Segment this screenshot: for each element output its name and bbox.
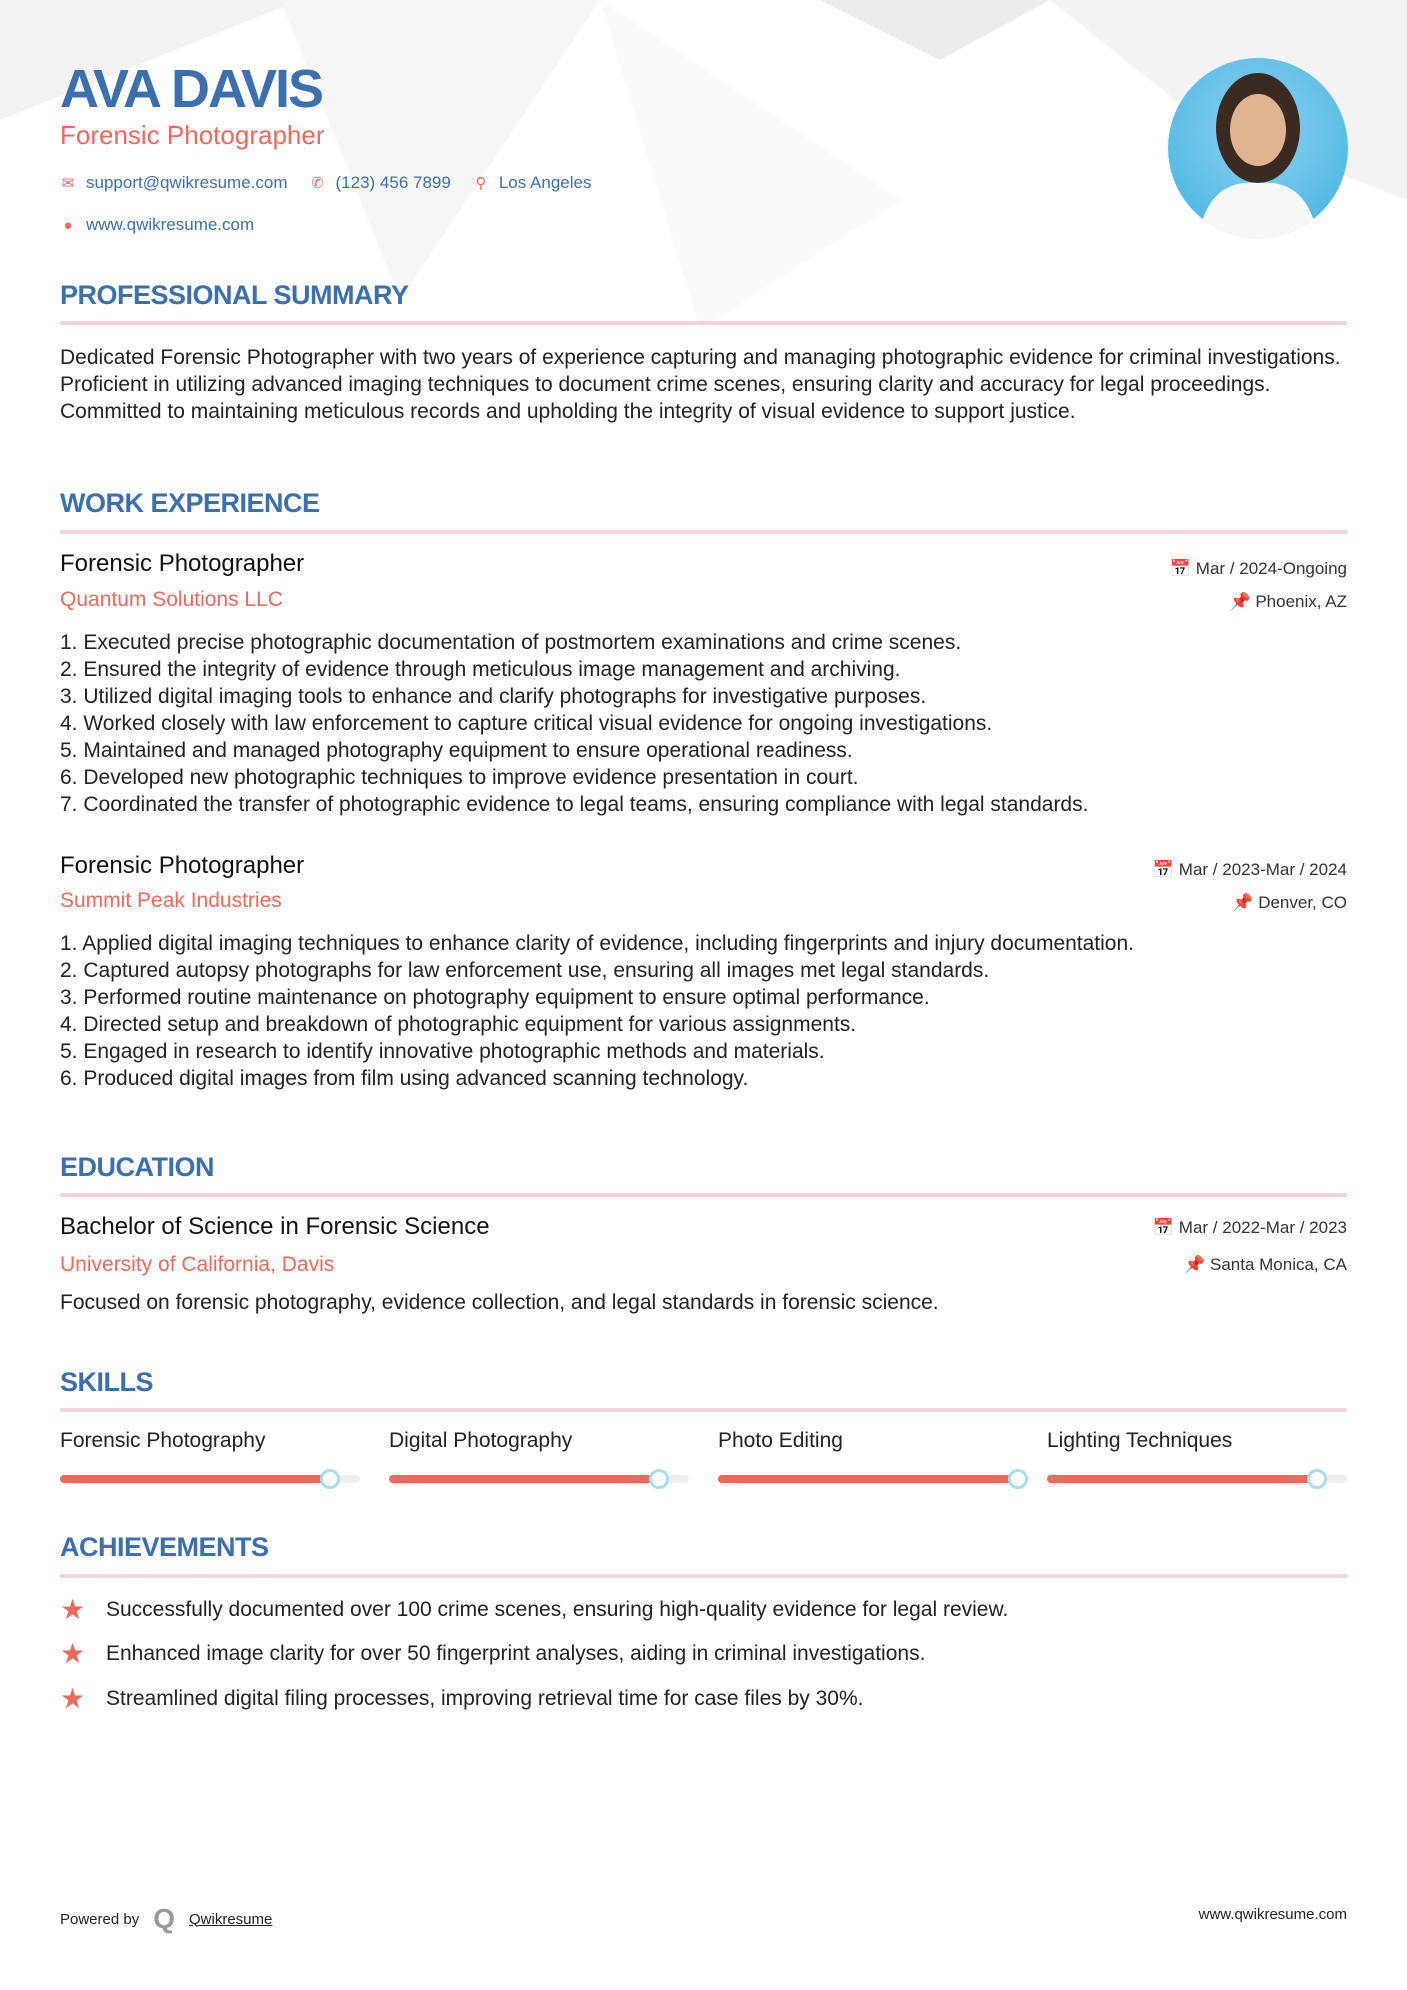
job-company: Summit Peak Industries	[60, 889, 282, 912]
achievement-item: ★ Successfully documented over 100 crime scenes, ensuring high-quality evidence for legal review.	[60, 1594, 1009, 1625]
star-icon: ★	[60, 1638, 86, 1669]
skill-bar-fill	[60, 1475, 330, 1483]
skill-bar-fill	[389, 1475, 659, 1483]
email-link[interactable]: support@qwikresume.com	[86, 173, 288, 192]
education-heading: EDUCATION	[60, 1152, 214, 1182]
divider	[60, 1193, 1347, 1197]
location-icon: ⚲	[475, 175, 487, 192]
summary-text: Dedicated Forensic Photographer with two years of experience capturing and managing photographic evidence for criminal investigations. Proficient in utilizing advanced imaging techniques to document crime scenes, ensuring clarity and accuracy for legal proceedings. Committed to maintaining meticulous records and upholding the integrity of visual evidence to support justice.	[60, 346, 1341, 423]
achievements-heading: ACHIEVEMENTS	[60, 1532, 269, 1562]
skill-name: Lighting Techniques	[1047, 1429, 1233, 1452]
skill-name: Photo Editing	[718, 1429, 843, 1452]
school: University of California, Davis	[60, 1253, 335, 1276]
job-location: 📌 Denver, CO	[1232, 893, 1347, 912]
footer-left	[60, 1903, 272, 1935]
globe-icon: ●	[63, 216, 73, 234]
job-bullets	[60, 629, 1350, 818]
skill-bar	[1047, 1475, 1347, 1483]
phone-text: (123) 456 7899	[335, 173, 451, 192]
pin-icon: 📌	[1232, 893, 1259, 912]
skills-heading: SKILLS	[60, 1367, 154, 1397]
degree: Bachelor of Science in Forensic Science	[60, 1213, 490, 1240]
skill-name: Digital Photography	[389, 1429, 573, 1452]
candidate-title: Forensic Photographer	[60, 120, 325, 150]
profile-photo	[1168, 58, 1348, 238]
job-location: 📌 Phoenix, AZ	[1229, 592, 1347, 611]
job-dates: 📅 Mar / 2023-Mar / 2024	[1152, 860, 1347, 879]
bullet: 7. Coordinated the transfer of photographic evidence to legal teams, ensuring compliance with legal standards.	[60, 793, 1089, 816]
skill-item	[718, 1429, 1018, 1483]
bullet: 2. Captured autopsy photographs for law enforcement use, ensuring all images met legal standards.	[60, 959, 990, 982]
footer-url[interactable]: www.qwikresume.com	[1198, 1906, 1347, 1923]
bullet: 5. Maintained and managed photography equipment to ensure operational readiness.	[60, 739, 853, 762]
bullet: 1. Applied digital imaging techniques to enhance clarity of evidence, including fingerprints and injury documentation.	[60, 932, 1135, 955]
skill-bar-knob	[1307, 1469, 1327, 1489]
skill-bar	[389, 1475, 689, 1483]
bullet: 2. Ensured the integrity of evidence through meticulous image management and archiving.	[60, 658, 901, 681]
brand-link[interactable]: Qwikresume	[189, 1910, 273, 1928]
bullet: 5. Engaged in research to identify innovative photographic methods and materials.	[60, 1040, 825, 1063]
website-row	[58, 215, 254, 235]
bullet: 6. Developed new photographic techniques to improve evidence presentation in court.	[60, 766, 859, 789]
job-company: Quantum Solutions LLC	[60, 588, 283, 611]
skill-bar-fill	[718, 1475, 1018, 1483]
bullet: 6. Produced digital images from film using advanced scanning technology.	[60, 1067, 749, 1090]
skill-item	[1047, 1429, 1347, 1483]
education-dates: 📅 Mar / 2022-Mar / 2023	[1152, 1218, 1347, 1237]
divider	[60, 321, 1347, 325]
divider	[60, 530, 1347, 534]
skill-bar	[60, 1475, 360, 1483]
star-icon: ★	[60, 1683, 86, 1714]
education-description: Focused on forensic photography, evidence collection, and legal standards in forensic science.	[60, 1291, 939, 1314]
skill-item	[60, 1429, 360, 1483]
bullet: 1. Executed precise photographic documentation of postmortem examinations and crime scenes.	[60, 631, 962, 654]
education-location: 📌 Santa Monica, CA	[1184, 1255, 1347, 1274]
summary-heading: PROFESSIONAL SUMMARY	[60, 280, 409, 310]
job-dates: 📅 Mar / 2024-Ongoing	[1169, 559, 1347, 578]
skill-bar	[718, 1475, 1018, 1483]
candidate-name: AVA DAVIS	[60, 59, 323, 119]
calendar-icon: 📅	[1152, 860, 1179, 879]
location-text: Los Angeles	[498, 173, 592, 192]
bullet: 3. Performed routine maintenance on photography equipment to ensure optimal performance.	[60, 986, 930, 1009]
skills-list	[60, 1429, 1347, 1483]
website-link[interactable]: www.qwikresume.com	[86, 215, 255, 234]
phone-icon: ✆	[311, 175, 324, 192]
contact-row	[58, 173, 591, 193]
job-title: Forensic Photographer	[60, 550, 305, 577]
pin-icon: 📌	[1184, 1255, 1210, 1274]
calendar-icon: 📅	[1152, 1218, 1179, 1237]
achievement-item: ★ Enhanced image clarity for over 50 fingerprint analyses, aiding in criminal investigations.	[60, 1638, 926, 1669]
bullet: 3. Utilized digital imaging tools to enhance and clarify photographs for investigative purposes.	[60, 685, 927, 708]
powered-by-label: Powered by	[60, 1910, 140, 1928]
skill-item	[389, 1429, 689, 1483]
divider	[60, 1574, 1347, 1578]
job-bullets	[60, 930, 1350, 1092]
pin-icon: 📌	[1229, 592, 1256, 611]
bullet: 4. Directed setup and breakdown of photographic equipment for various assignments.	[60, 1013, 857, 1036]
bullet: 4. Worked closely with law enforcement to capture critical visual evidence for ongoing investigations.	[60, 712, 993, 735]
qwikresume-logo-icon: Q	[153, 1903, 175, 1934]
divider	[60, 1408, 1347, 1412]
skill-name: Forensic Photography	[60, 1429, 266, 1452]
skill-bar-knob	[649, 1469, 669, 1489]
achievement-item: ★ Streamlined digital filing processes, improving retrieval time for case files by 30%.	[60, 1683, 864, 1714]
star-icon: ★	[60, 1594, 86, 1625]
experience-heading: WORK EXPERIENCE	[60, 488, 320, 518]
email-icon: ✉	[61, 175, 75, 192]
skill-bar-fill	[1047, 1475, 1317, 1483]
skill-bar-knob	[1008, 1469, 1028, 1489]
skill-bar-knob	[320, 1469, 340, 1489]
calendar-icon: 📅	[1169, 559, 1196, 578]
job-title: Forensic Photographer	[60, 852, 305, 879]
